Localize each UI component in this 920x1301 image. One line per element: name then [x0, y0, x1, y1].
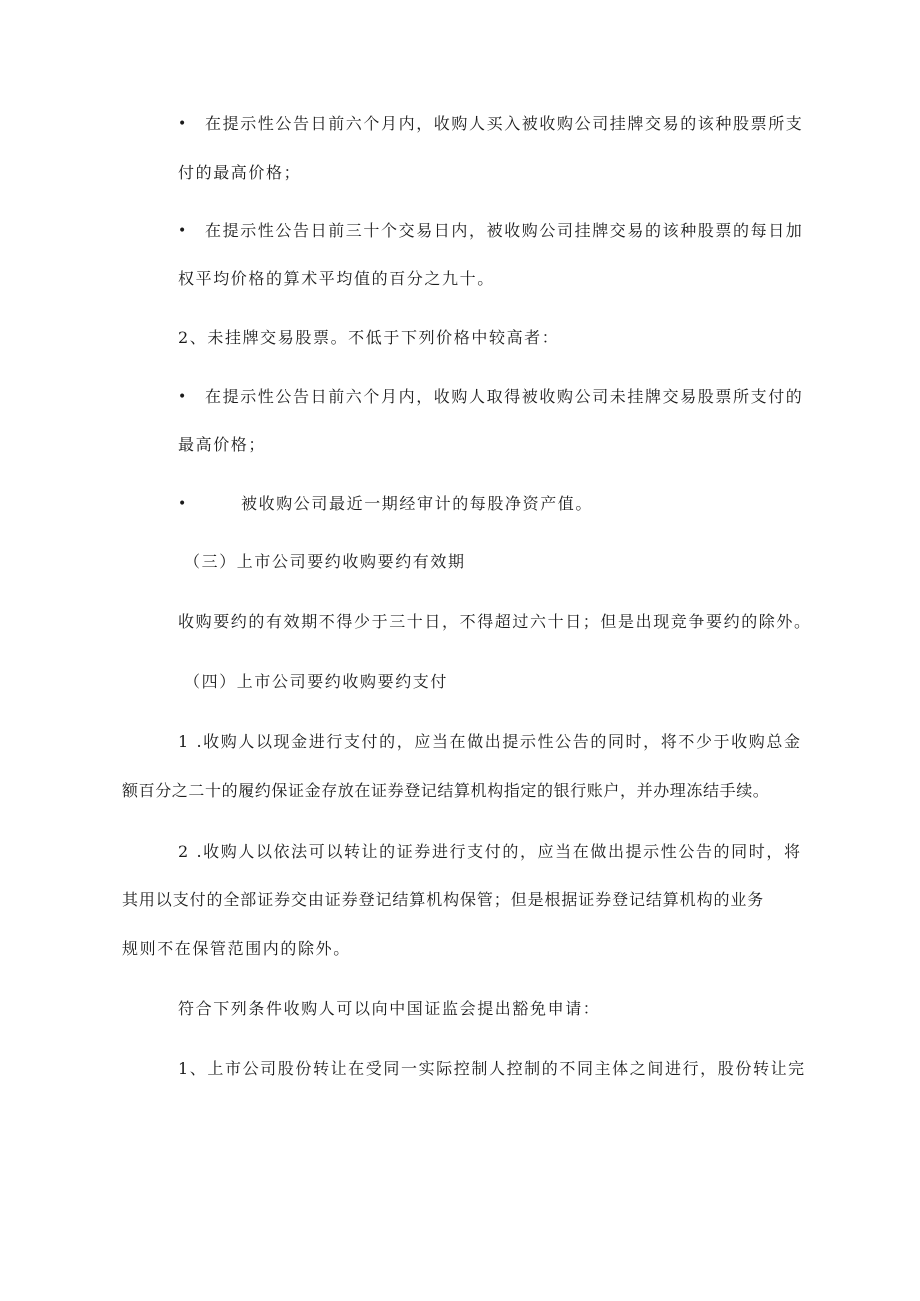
paragraph-line: 在提示性公告日前六个月内，收购人取得被收购公司未挂牌交易股票所支付的	[205, 387, 804, 406]
bullet-marker: •	[178, 496, 187, 512]
paragraph-line: 最高价格；	[178, 435, 267, 454]
paragraph-line: 在提示性公告日前六个月内，收购人买入被收购公司挂牌交易的该种股票所支	[205, 114, 804, 133]
paragraph-line: 1 .收购人以现金进行支付的，应当在做出提示性公告的同时，将不少于收购总金	[178, 732, 802, 751]
paragraph-line: 规则不在保管范围内的除外。	[122, 939, 351, 958]
paragraph-line: 额百分之二十的履约保证金存放在证券登记结算机构指定的银行账户，并办理冻结手续。	[122, 781, 770, 800]
paragraph-line: 符合下列条件收购人可以向中国证监会提出豁免申请：	[178, 999, 601, 1018]
bullet-marker: •	[178, 116, 187, 132]
section-heading: （四）上市公司要约收购要约支付	[184, 672, 449, 691]
section-heading: 2、未挂牌交易股票。不低于下列价格中较高者：	[178, 328, 560, 347]
paragraph-line: 1、上市公司股份转让在受同一实际控制人控制的不同主体之间进行，股份转让完	[178, 1059, 806, 1078]
paragraph-line: 付的最高价格；	[178, 163, 302, 182]
paragraph-line: 被收购公司最近一期经审计的每股净资产值。	[241, 494, 594, 513]
paragraph-line: 其用以支付的全部证券交由证券登记结算机构保管；但是根据证券登记结算机构的业务	[122, 890, 765, 909]
paragraph-line: 收购要约的有效期不得少于三十日，不得超过六十日；但是出现竞争要约的除外。	[178, 612, 812, 631]
bullet-marker: •	[178, 223, 187, 239]
paragraph-line: 2 .收购人以依法可以转让的证券进行支付的，应当在做出提示性公告的同时，将	[178, 842, 802, 861]
section-heading: （三）上市公司要约收购要约有效期	[184, 552, 466, 571]
bullet-marker: •	[178, 389, 187, 405]
paragraph-line: 权平均价格的算术平均值的百分之九十。	[178, 269, 495, 288]
paragraph-line: 在提示性公告日前三十个交易日内，被收购公司挂牌交易的该种股票的每日加	[205, 221, 804, 240]
